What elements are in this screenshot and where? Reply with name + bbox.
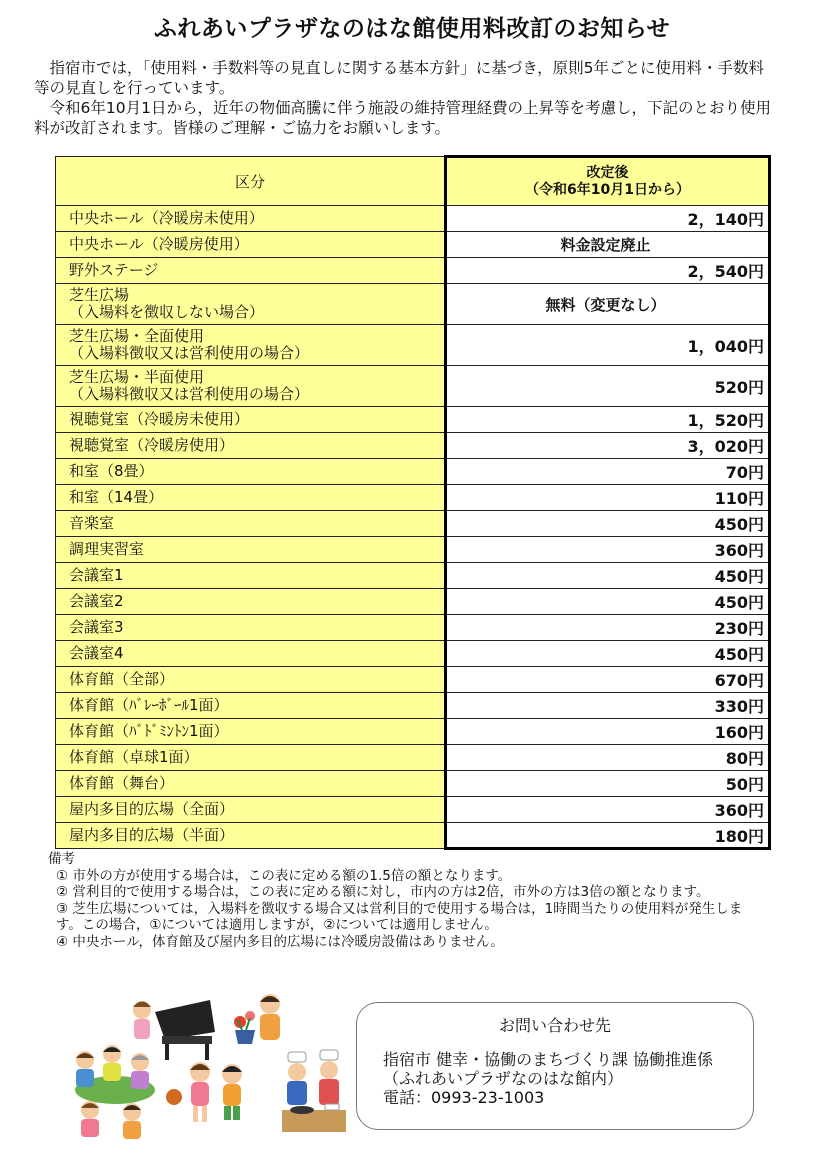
intro-paragraph-2: 令和6年10月1日から，近年の物価高騰に伴う施設の維持管理経費の上昇等を考慮し，下記のとおり使用料が改訂されます。皆様のご理解・ご協力をお願いします。 [34,99,771,137]
fee-cell: 2，540円 [446,258,770,284]
fee-header-title: 改定後 [586,164,629,181]
category-label: 会議室1 [69,566,124,584]
note-item: ③ 芝生広場については，入場料を徴収する場合又は営利目的で使用する場合は，1時間当たりの使用料が発生します。この場合，①については適用しますが，②については適用しません。 [56,900,743,933]
table-row [56,771,770,797]
piano-icon [133,1000,215,1060]
table-row [56,563,770,589]
category-cell [56,719,446,745]
fee-cell: 70円 [446,459,770,485]
fee-header-date: （令和6年10月1日から） [525,181,690,198]
table-row [56,615,770,641]
category-cell [56,258,446,284]
category-cell [56,206,446,232]
table-row [56,719,770,745]
category-cell [56,823,446,849]
fee-cell: 3，020円 [446,433,770,459]
category-cell [56,284,446,325]
category-label: 会議室4 [69,644,124,662]
category-cell [56,641,446,667]
fee-cell: 料金設定廃止 [446,232,770,258]
category-label: 体育館（全部） [69,670,175,688]
table-row [56,745,770,771]
category-cell [56,745,446,771]
fee-cell: 330円 [446,693,770,719]
category-cell [56,615,446,641]
table-row [56,258,770,284]
category-cell [56,407,446,433]
category-header: 区分 [56,157,446,206]
table-row [56,589,770,615]
category-sublabel: （入場料を徴収しない場合） [69,303,265,321]
contact-box [356,1002,754,1130]
category-label: 芝生広場 [69,286,130,304]
category-label: 視聴覚室（冷暖房使用） [69,436,235,454]
table-row [56,407,770,433]
category-cell [56,232,446,258]
table-row [56,459,770,485]
category-cell [56,511,446,537]
category-label: 和室（14畳） [69,488,164,506]
intro-text [34,58,774,138]
category-label: 和室（8畳） [69,462,154,480]
category-label: 体育館（舞台） [69,774,175,792]
contact-body [383,1050,713,1107]
category-label: 芝生広場・半面使用 [69,368,205,386]
category-label: 会議室3 [69,618,124,636]
category-cell [56,433,446,459]
table-row [56,284,770,325]
table-row [56,485,770,511]
contact-location: （ふれあいプラザなのはな館内） [383,1069,624,1088]
sports-icon [166,1062,242,1122]
notes-label: 備考 [48,851,75,867]
table-row [56,641,770,667]
fee-cell: 450円 [446,589,770,615]
fee-header [446,157,770,206]
category-label: 調理実習室 [69,540,145,558]
fee-cell: 110円 [446,485,770,511]
note-item: ② 営利目的で使用する場合は，この表に定める額に対し，市内の方は2倍，市外の方は3倍の額となります。 [56,884,710,900]
people-group-icon [75,1045,155,1139]
fee-cell: 230円 [446,615,770,641]
fee-table [55,155,771,850]
category-label: 中央ホール（冷暖房未使用） [69,209,264,227]
flower-icon [234,994,280,1044]
note-item: ④ 中央ホール，体育館及び屋内多目的広場には冷暖房設備はありません。 [56,933,504,950]
category-label: 体育館（ﾊﾞﾚｰﾎﾞｰﾙ1面） [69,696,229,714]
intro-paragraph-1: 指宿市では，「使用料・手数料等の見直しに関する基本方針」に基づき，原則5年ごとに使用料・手数料等の見直しを行っています。 [34,59,764,97]
fee-cell: 520円 [446,366,770,407]
category-cell [56,325,446,366]
category-cell [56,797,446,823]
category-sublabel: （入場料徴収又は営利使用の場合） [69,344,310,362]
category-label: 会議室2 [69,592,124,610]
category-cell [56,563,446,589]
category-label: 視聴覚室（冷暖房未使用） [69,410,250,428]
facility-illustration [70,992,355,1142]
category-cell [56,537,446,563]
category-label: 芝生広場・全面使用 [69,327,205,345]
fee-cell: 160円 [446,719,770,745]
table-row [56,797,770,823]
page-title: ふれあいプラザなのはな館使用料改訂のお知らせ [153,16,671,42]
fee-cell: 360円 [446,797,770,823]
category-label: 体育館（ﾊﾞﾄﾞﾐﾝﾄﾝ1面） [69,722,229,740]
table-row [56,433,770,459]
contact-department: 指宿市 健幸・協働のまちづくり課 協働推進係 [383,1050,714,1069]
fee-cell: 無料（変更なし） [446,284,770,325]
table-row [56,537,770,563]
fee-cell: 50円 [446,771,770,797]
table-row [56,667,770,693]
fee-cell: 1，520円 [446,407,770,433]
category-cell [56,771,446,797]
category-cell [56,693,446,719]
category-sublabel: （入場料徴収又は営利使用の場合） [69,385,310,403]
category-cell [56,459,446,485]
table-row [56,325,770,366]
table-row [56,232,770,258]
notes-section [48,851,748,950]
cooking-icon [282,1050,346,1132]
category-label: 屋内多目的広場（全面） [69,800,235,818]
fee-cell: 360円 [446,537,770,563]
table-row [56,511,770,537]
fee-cell: 450円 [446,641,770,667]
fee-cell: 450円 [446,511,770,537]
category-label: 野外ステージ [69,261,159,279]
contact-title: お問い合わせ先 [498,1016,611,1035]
note-item: ① 市外の方が使用する場合は，この表に定める額の1.5倍の額となります。 [56,867,512,884]
fee-cell: 180円 [446,823,770,849]
fee-cell: 670円 [446,667,770,693]
table-row [56,823,770,849]
category-cell [56,366,446,407]
category-cell [56,589,446,615]
fee-cell: 450円 [446,563,770,589]
fee-cell: 1，040円 [446,325,770,366]
category-label: 音楽室 [69,514,115,532]
contact-phone: 電話：0993-23-1003 [383,1088,545,1107]
category-label: 体育館（卓球1面） [69,748,199,766]
table-row [56,206,770,232]
category-cell [56,667,446,693]
category-label: 中央ホール（冷暖房使用） [69,235,249,253]
table-row [56,366,770,407]
fee-cell: 80円 [446,745,770,771]
category-label: 屋内多目的広場（半面） [69,826,235,844]
table-row [56,693,770,719]
fee-cell: 2，140円 [446,206,770,232]
category-cell [56,485,446,511]
